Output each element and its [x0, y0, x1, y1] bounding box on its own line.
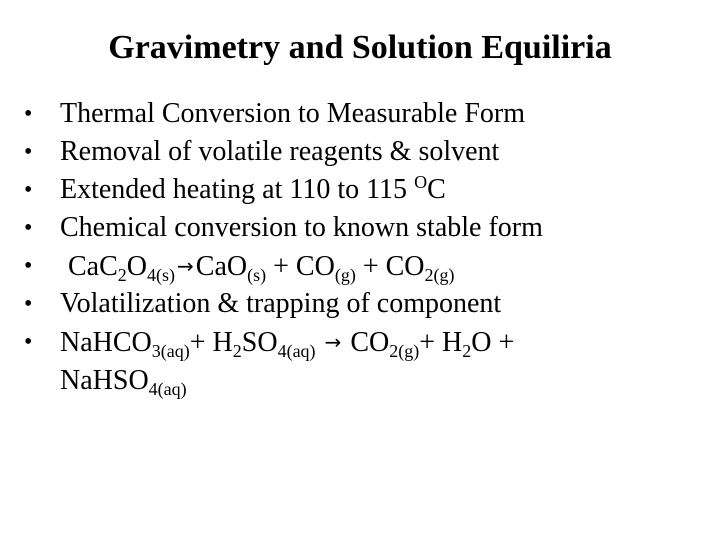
reaction-arrow-icon: →	[324, 330, 342, 354]
bullet-thermal-conversion	[24, 95, 704, 133]
bullet-marker: •	[24, 101, 33, 127]
bullet-marker: •	[24, 177, 33, 203]
bullet-chemical-conversion	[24, 209, 704, 247]
bullet-volatilization	[24, 285, 704, 323]
bullet-text: Extended heating at 110 to 115	[60, 174, 415, 205]
bullet-reaction-calcium-oxalate	[24, 247, 704, 285]
bullet-marker: •	[24, 215, 33, 241]
slide-title: Gravimetry and Solution Equiliria	[108, 29, 612, 66]
reaction-arrow-icon: →	[177, 254, 194, 278]
bullet-reaction-bicarbonate	[24, 323, 704, 400]
bullet-marker: •	[24, 139, 33, 165]
bullet-list	[24, 95, 704, 400]
bullet-text: Removal of volatile reagents & solvent	[60, 136, 500, 167]
degree-superscript: O	[414, 172, 428, 192]
bullet-text: Chemical conversion to known stable form	[60, 212, 543, 243]
reaction-equation: $CaC_2O_{4(s)} \to CaO_{(s)} + CO_{(g)} + CO_{2(g)}$	[60, 251, 455, 282]
bullet-removal	[24, 133, 704, 171]
bullet-marker: •	[24, 253, 33, 279]
bullet-marker: •	[24, 291, 33, 317]
bullet-heating	[24, 171, 704, 209]
reaction-equation: NaHCO$_{3(aq)}$+ $H_2SO_{4(aq)} \to CO_{2(g)}+ H_2O$ + NaHSO$_{4(aq)}$	[60, 327, 514, 396]
bullet-marker: •	[24, 329, 33, 355]
temperature-unit: C	[427, 174, 446, 205]
bullet-text: Volatilization & trapping of component	[60, 288, 502, 319]
bullet-text: Thermal Conversion to Measurable Form	[60, 98, 526, 129]
